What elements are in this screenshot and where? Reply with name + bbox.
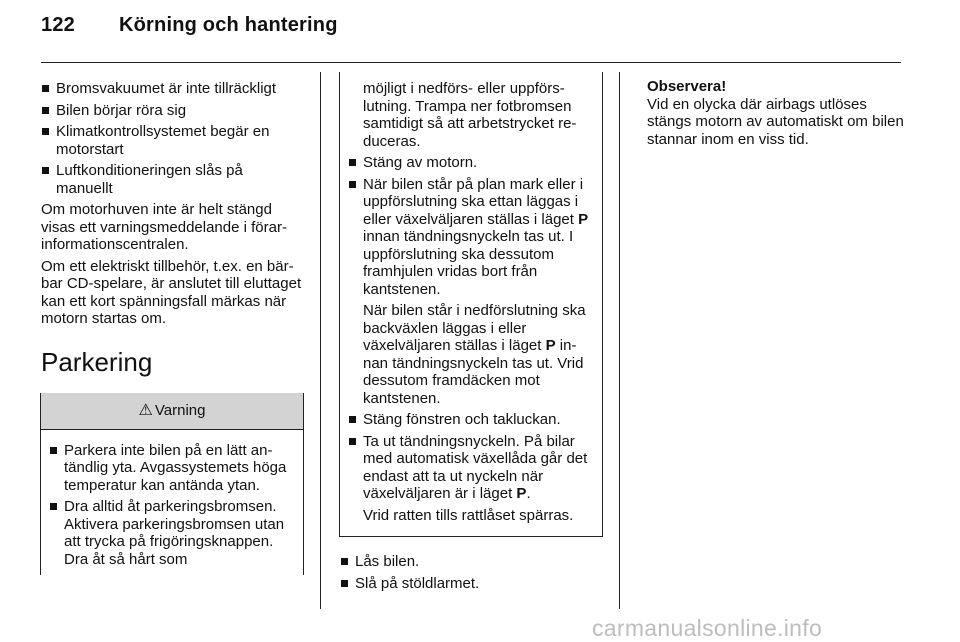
list-item: Slå på stöldlarmet. [340, 575, 602, 593]
warning-body [41, 430, 303, 576]
list-item: Klimatkontrollsystemet begär en motorstart [41, 123, 303, 158]
paragraph-hood-warning: Om motorhuven inte är helt stängd visas ett varningsmeddelande i förarinformationscentralen. [41, 201, 287, 253]
list-item [348, 176, 595, 408]
list-item-subparagraph: Vrid ratten tills rattlåset spärras. [363, 506, 574, 524]
watermark: carmanualsonline.info [592, 615, 823, 641]
gear-label-p: P [545, 337, 556, 354]
note-title: Observera! [647, 78, 727, 95]
after-box-list [340, 537, 602, 592]
text-span: När bilen står i nedförslutning ska backväxlen läggas i eller växelväljaren ställas i läget [363, 302, 586, 354]
column-2 [340, 80, 602, 596]
column-3 [647, 78, 909, 148]
page-header [41, 14, 338, 37]
warning-box [40, 393, 304, 576]
list-item: Luftkonditioneringen slås på manuellt [41, 162, 303, 197]
note-text: Vid en olycka där airbags utlöses stängs motorn av automatiskt om bilen stannar inom en viss tid. [647, 95, 904, 148]
page-number: 122 [41, 14, 75, 36]
text-span: När bilen står på plan mark eller i uppförslutning ska ettan läggas i eller växelväljaren ställas i läget [363, 175, 584, 228]
chapter-title: Körning och hantering [119, 14, 338, 36]
list-item: Lås bilen. [340, 553, 602, 571]
list-item: Parkera inte bilen på en lätt antändlig yta. Avgassystemets höga temperatur kan antända ytan. [49, 442, 295, 495]
warning-box-continued [339, 72, 603, 537]
warning-title: Varning [154, 401, 206, 419]
list-item: Stäng av motorn. [348, 154, 595, 172]
text-span: . [526, 485, 531, 502]
text-span: Ta ut tändningsnyckeln. På bilar med automatisk växellåda går det endast att ta ut nyckeln när växelväljaren är i läget [363, 432, 588, 502]
text-span: innan tändningsnyckeln tas ut. Vrid dessutom framdäcken mot kantstenen. [363, 337, 584, 407]
column-1 [41, 80, 303, 575]
gear-label-p: P [578, 210, 589, 228]
list-item: Bromsvakuumet är inte tillräckligt [41, 80, 303, 98]
list-item: Stäng fönstren och takluckan. [348, 411, 595, 429]
section-heading: Parkering [41, 346, 153, 377]
paragraph-voltage-drop: Om ett elektriskt tillbehör, t.ex. en bärbar CD-spelare, är anslutet till eluttaget kan ett kort spänningsfall märkas när motorn startas om. [41, 257, 302, 327]
warning-continuation: möjligt i nedförs- eller uppförslutning. Trampa ner fotbromsen samtidigt så att arbetstrycket reduceras. [363, 80, 577, 150]
list-item-subparagraph [363, 302, 595, 407]
column-divider-left [320, 72, 321, 609]
warning-icon: ⚠ [138, 401, 153, 419]
text-span: innan tändningsnyckeln tas ut. I uppförslutning ska dessutom framhjulen vridas bort från kantstenen. [363, 228, 574, 298]
list-item: Bilen börjar röra sig [41, 102, 303, 120]
header-rule [41, 62, 901, 63]
gear-label-p: P [516, 485, 527, 502]
list-item [348, 433, 595, 525]
list-item: Dra alltid åt parkeringsbromsen. Aktivera parkeringsbromsen utan att trycka på frigöringsknappen. Dra åt så hårt som [49, 498, 295, 568]
column-divider-right [619, 72, 620, 609]
warning-header [41, 393, 303, 430]
